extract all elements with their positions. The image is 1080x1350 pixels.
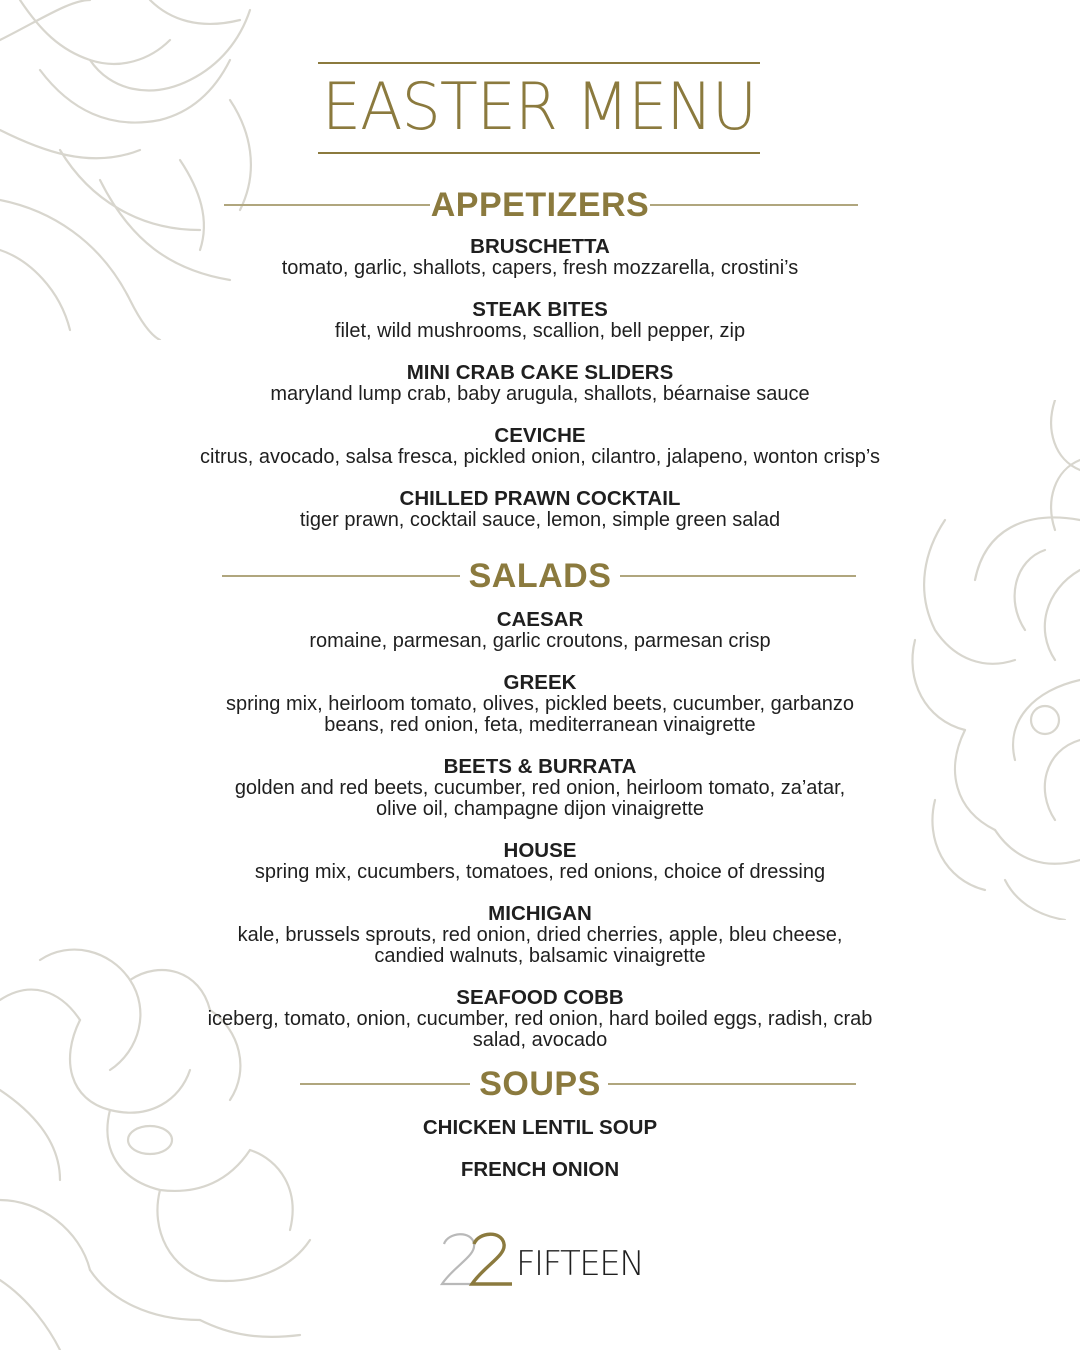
item-description: citrus, avocado, salsa fresca, pickled onion, cilantro, jalapeno, wonton crisp’s [200,446,880,468]
section-header-soups [0,1062,1080,1106]
menu-item [140,236,940,279]
menu-item [140,672,940,736]
item-description: kale, brussels sprouts, red onion, dried cherries, apple, bleu cheese, [237,924,843,946]
section-rule-right [608,1083,856,1085]
item-name: HOUSE [503,839,577,862]
section-rule-right [620,575,856,577]
menu-title: EASTER MENU [321,68,757,145]
menu-title-frame [318,62,760,154]
item-description: iceberg, tomato, onion, cucumber, red onion, hard boiled eggs, radish, crab [207,1008,873,1030]
item-name: MICHIGAN [488,902,592,925]
item-description: golden and red beets, cucumber, red onion, heirloom tomato, za’atar, [234,777,846,799]
brand-logo [438,1228,642,1290]
item-description: spring mix, heirloom tomato, olives, pickled beets, cucumber, garbanzo [225,693,855,715]
item-description: tiger prawn, cocktail sauce, lemon, simple green salad [299,509,781,531]
item-name: STEAK BITES [472,298,608,321]
section-title-salads: SALADS [468,557,612,595]
menu-item [140,299,940,342]
item-name: MINI CRAB CAKE SLIDERS [406,361,674,384]
item-name: SEAFOOD COBB [456,986,624,1009]
item-description: spring mix, cucumbers, tomatoes, red onions, choice of dressing [254,861,826,883]
soups-list [140,1117,940,1181]
item-description: beans, red onion, feta, mediterranean vinaigrette [324,714,756,736]
menu-item [140,362,940,405]
section-title-appetizers: APPETIZERS [430,186,650,224]
item-name: GREEK [503,671,577,694]
item-name: CEVICHE [494,424,586,447]
menu-item [140,1159,940,1181]
item-name: CAESAR [496,608,584,631]
item-description: candied walnuts, balsamic vinaigrette [374,945,706,967]
logo-text: FIFTEEN [516,1244,644,1284]
item-name: BEETS & BURRATA [443,755,637,778]
menu-item [140,425,940,468]
menu-item [140,609,940,652]
menu-item [140,488,940,531]
section-header-appetizers [0,183,1080,227]
item-name: BRUSCHETTA [470,235,610,258]
section-header-salads [0,554,1080,598]
item-name: CHILLED PRAWN COCKTAIL [399,487,681,510]
item-description: romaine, parmesan, garlic croutons, parmesan crisp [309,630,771,652]
item-name: FRENCH ONION [460,1158,620,1181]
menu-item [140,840,940,883]
section-rule-right [650,204,858,206]
menu-item [140,1117,940,1139]
menu-item [140,987,940,1051]
item-name: CHICKEN LENTIL SOUP [422,1116,658,1139]
menu-item [140,903,940,967]
item-description: tomato, garlic, shallots, capers, fresh mozzarella, crostini’s [281,257,799,279]
section-title-soups: SOUPS [479,1065,601,1103]
appetizers-list [140,236,940,531]
logo-22-icon [438,1228,518,1290]
item-description: salad, avocado [472,1029,608,1051]
item-description: filet, wild mushrooms, scallion, bell pepper, zip [334,320,746,342]
menu-item [140,756,940,820]
item-description: olive oil, champagne dijon vinaigrette [376,798,704,820]
item-description: maryland lump crab, baby arugula, shallots, béarnaise sauce [270,383,810,405]
salads-list [140,609,940,1051]
